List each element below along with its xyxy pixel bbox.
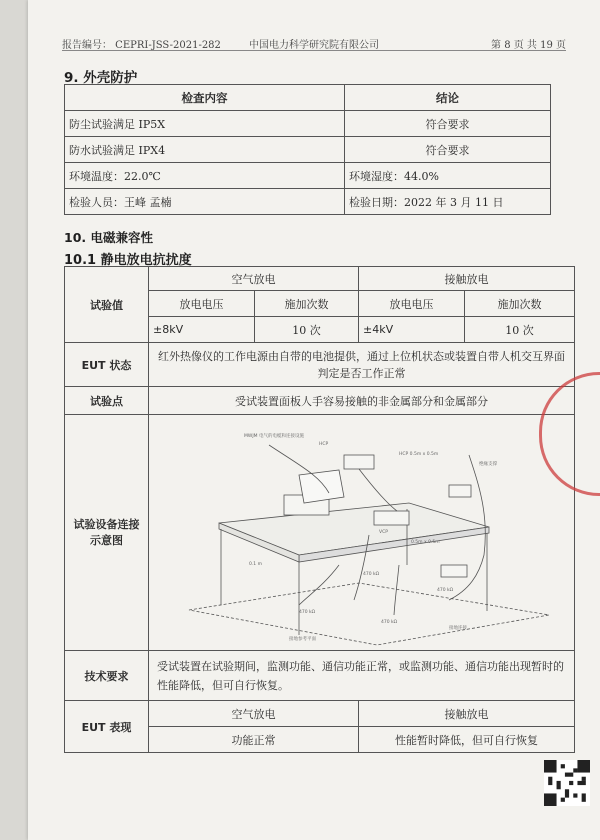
svg-text:接地连接: 接地连接 <box>449 626 467 631</box>
svg-text:470 kΩ: 470 kΩ <box>363 572 380 577</box>
contact-voltage-value: ±4kV <box>359 317 465 343</box>
label-test-point: 试验点 <box>65 387 149 415</box>
tech-requirements-text: 受试装置在试验期间，监测功能、通信功能正常，或监测功能、通信功能出现暂时的性能降低，但可自行恢复。 <box>149 651 575 701</box>
check-result: 符合要求 <box>345 137 551 163</box>
enclosure-protection-table <box>64 84 551 215</box>
report-number: 报告编号： CEPRI-JSS-2021-282 <box>62 40 221 51</box>
air-voltage-value: ±8kV <box>149 317 255 343</box>
organization-name: 中国电力科学研究院有限公司 <box>249 40 379 51</box>
test-point-text: 受试装置面板人手容易接触的非金属部分和金属部分 <box>149 387 575 415</box>
label-tech-requirements: 技术要求 <box>65 651 149 701</box>
eut-state-text: 红外热像仪的工作电源由自带的电池提供，通过上位机状态或装置自带人机交互界面判定是否工作正常 <box>149 343 575 387</box>
table-row <box>65 137 551 163</box>
table-row <box>65 701 575 727</box>
contact-times-value: 10 次 <box>465 317 575 343</box>
svg-text:0.1 m: 0.1 m <box>249 562 262 567</box>
label-setup-diagram: 试验设备连接示意图 <box>65 415 149 651</box>
svg-text:绝缘支撑: 绝缘支撑 <box>479 462 497 467</box>
contact-times-header: 施加次数 <box>465 291 575 317</box>
air-times-value: 10 次 <box>255 317 359 343</box>
section-10-title: 10. 电磁兼容性 <box>64 230 153 245</box>
svg-text:接地参考平面: 接地参考平面 <box>289 637 316 642</box>
air-voltage-header: 放电电压 <box>149 291 255 317</box>
svg-text:470 kΩ: 470 kΩ <box>299 610 316 615</box>
table-row <box>65 267 575 291</box>
svg-text:0.5m x 0.5m: 0.5m x 0.5m <box>411 540 440 545</box>
perf-contact-header: 接触放电 <box>359 701 575 727</box>
svg-text:VCP: VCP <box>379 530 388 535</box>
svg-text:HCP: HCP <box>319 442 329 447</box>
check-result: 符合要求 <box>345 111 551 137</box>
esd-setup-diagram <box>149 415 573 647</box>
air-times-header: 施加次数 <box>255 291 359 317</box>
qr-code <box>544 760 590 806</box>
table-row <box>65 111 551 137</box>
esd-immunity-table <box>64 266 575 753</box>
inspection-date: 检验日期：2022 年 3 月 11 日 <box>345 189 551 215</box>
page-number: 第 8 页 共 19 页 <box>491 40 566 51</box>
check-item: 防水试验满足 IPX4 <box>65 137 345 163</box>
label-eut-state: EUT 状态 <box>65 343 149 387</box>
contact-discharge-header: 接触放电 <box>359 267 575 291</box>
perf-air-result: 功能正常 <box>149 727 359 753</box>
check-item: 防尘试验满足 IP5X <box>65 111 345 137</box>
env-temperature: 环境温度：22.0℃ <box>65 163 345 189</box>
contact-voltage-header: 放电电压 <box>359 291 465 317</box>
inspectors: 检验人员：王峰 孟楠 <box>65 189 345 215</box>
table-row <box>65 163 551 189</box>
label-test-value: 试验值 <box>65 267 149 343</box>
svg-text:470 kΩ: 470 kΩ <box>381 620 398 625</box>
svg-text:HCP 0.5m x 0.5m: HCP 0.5m x 0.5m <box>399 452 439 457</box>
table-header-row <box>65 85 551 111</box>
header-rule <box>62 50 566 51</box>
perf-contact-result: 性能暂时降低，但可自行恢复 <box>359 727 575 753</box>
svg-text:MWJM 电气的电缆和连接设施: MWJM 电气的电缆和连接设施 <box>244 434 304 439</box>
table-row <box>65 415 575 651</box>
setup-diagram-cell <box>149 415 575 651</box>
air-discharge-header: 空气放电 <box>149 267 359 291</box>
env-humidity: 环境湿度：44.0% <box>345 163 551 189</box>
section-10-1-title: 10.1 静电放电抗扰度 <box>64 253 192 268</box>
label-eut-performance: EUT 表现 <box>65 701 149 753</box>
svg-text:470 kΩ: 470 kΩ <box>437 588 454 593</box>
table-row <box>65 651 575 701</box>
table-row <box>65 387 575 415</box>
table-row <box>65 189 551 215</box>
col-conclusion: 结论 <box>345 85 551 111</box>
table-row <box>65 343 575 387</box>
section-9-title: 9. 外壳防护 <box>64 70 138 86</box>
report-page <box>28 0 600 840</box>
perf-air-header: 空气放电 <box>149 701 359 727</box>
col-check-content: 检查内容 <box>65 85 345 111</box>
